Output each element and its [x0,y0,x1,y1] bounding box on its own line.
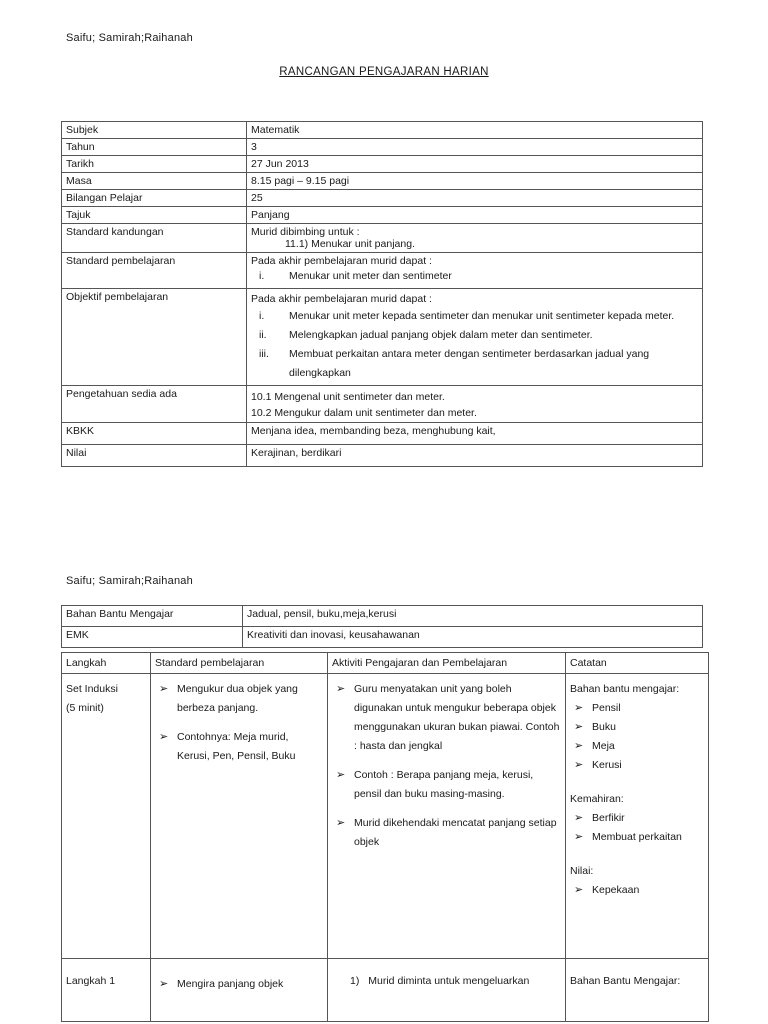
step-name: Langkah 1 [66,975,116,987]
arrow-bullet-icon: ➢ [336,817,346,829]
list-item: ➢ Murid dikehendaki mencatat panjang setiap objek [332,814,561,852]
table-row [62,122,703,139]
list-item [251,326,698,345]
list-text: Murid diminta untuk mengeluarkan [368,975,530,987]
list-number: ii. [259,329,267,341]
arrow-bullet-icon: ➢ [574,831,584,843]
catatan-label: Nilai: [570,865,594,877]
list-item: ➢ Contohnya: Meja murid, Kerusi, Pen, Pensil, Buku [155,728,323,766]
list-number: i. [259,310,265,322]
bahan-key: EMK [62,627,243,648]
info-value: Matematik [247,122,703,139]
sk-intro: Murid dibimbing untuk : [251,226,360,238]
info-key: Standard kandungan [62,224,247,253]
list-item: ➢ Berfikir [570,809,704,828]
list-text: Melengkapkan jadual panjang objek dalam meter dan sentimeter. [289,329,593,341]
aktiviti-cell [328,674,566,959]
info-value [247,386,703,423]
sp-cell [151,674,328,959]
table-row [62,959,709,1022]
info-key: KBKK [62,423,247,445]
info-key: Standard pembelajaran [62,253,247,289]
table-row [62,173,703,190]
arrow-bullet-icon: ➢ [159,978,169,990]
table-row [62,606,703,627]
info-value [247,224,703,253]
list-text: Menukar unit meter dan sentimeter [289,270,452,282]
info-value: 27 Jun 2013 [247,156,703,173]
arrow-bullet-icon: ➢ [336,683,346,695]
list-item [251,345,698,383]
pengetahuan-line: 10.1 Mengenal unit sentimeter dan meter. [251,391,445,403]
table-row [62,224,703,253]
arrow-bullet-icon: ➢ [574,702,584,714]
step-cell [62,674,151,959]
table-row [62,674,709,959]
info-key: Tahun [62,139,247,156]
catatan-label: Bahan bantu mengajar: [570,683,680,695]
info-value [247,289,703,386]
sp-intro: Pada akhir pembelajaran murid dapat : [251,255,432,267]
bahan-value: Kreativiti dan inovasi, keusahawanan [243,627,703,648]
lesson-info-table [61,121,703,467]
list-number: i. [259,270,265,282]
list-item [251,267,698,286]
step-cell [62,959,151,1022]
column-header: Langkah [62,653,151,674]
table-row [62,253,703,289]
list-item: ➢ Kepekaan [570,881,704,900]
table-row [62,423,703,445]
info-value: Kerajinan, berdikari [247,445,703,467]
list-text: Membuat perkaitan antara meter dengan sentimeter berdasarkan jadual yang dilengkapkan [289,348,650,379]
table-row [62,289,703,386]
lesson-steps-table [61,652,709,1022]
column-header: Aktiviti Pengajaran dan Pembelajaran [328,653,566,674]
info-value: 8.15 pagi – 9.15 pagi [247,173,703,190]
info-value: 25 [247,190,703,207]
author-header-page2: Saifu; Samirah;Raihanah [66,575,193,587]
info-key: Objektif pembelajaran [62,289,247,386]
arrow-bullet-icon: ➢ [159,731,169,743]
column-header: Catatan [566,653,709,674]
sk-item: 11.1) Menukar unit panjang. [285,238,415,250]
info-value: 3 [247,139,703,156]
info-key: Tajuk [62,207,247,224]
table-header-row [62,653,709,674]
bahan-key: Bahan Bantu Mengajar [62,606,243,627]
column-header: Standard pembelajaran [151,653,328,674]
arrow-bullet-icon: ➢ [574,740,584,752]
arrow-bullet-icon: ➢ [574,759,584,771]
catatan-label: Bahan Bantu Mengajar: [570,975,681,987]
pengetahuan-line: 10.2 Mengukur dalam unit sentimeter dan meter. [251,407,477,419]
bahan-value: Jadual, pensil, buku,meja,kerusi [243,606,703,627]
table-row [62,386,703,423]
list-number: 1) [350,975,360,987]
aktiviti-cell [328,959,566,1022]
list-item: ➢ Contoh : Berapa panjang meja, kerusi, pensil dan buku masing-masing. [332,766,561,804]
step-name: Set Induksi [66,683,118,695]
info-key: Subjek [62,122,247,139]
list-item: ➢ Mengira panjang objek [155,975,323,994]
list-item: ➢ Buku [570,718,704,737]
sp-cell [151,959,328,1022]
info-key: Tarikh [62,156,247,173]
arrow-bullet-icon: ➢ [574,812,584,824]
catatan-label: Kemahiran: [570,793,624,805]
list-item: ➢ Guru menyatakan unit yang boleh digunakan untuk mengukur beberapa objek menggunakan ukuran bukan piawai. Contoh : hasta dan jengkal [332,680,561,756]
info-key: Pengetahuan sedia ada [62,386,247,423]
list-item: ➢ Mengukur dua objek yang berbeza panjang. [155,680,323,718]
page-title: RANCANGAN PENGAJARAN HARIAN [279,66,489,78]
info-key: Nilai [62,445,247,467]
step-duration: (5 minit) [66,702,104,714]
list-item: ➢ Membuat perkaitan [570,828,704,847]
list-item: ➢ Kerusi [570,756,704,775]
table-row [62,190,703,207]
arrow-bullet-icon: ➢ [336,769,346,781]
bahan-table [61,605,703,648]
info-value: Menjana idea, membanding beza, menghubung kait, [247,423,703,445]
list-item: ➢ Pensil [570,699,704,718]
table-row [62,156,703,173]
arrow-bullet-icon: ➢ [574,884,584,896]
catatan-cell [566,674,709,959]
list-item: ➢ Meja [570,737,704,756]
list-number: iii. [259,348,269,360]
author-header: Saifu; Samirah;Raihanah [66,32,193,44]
arrow-bullet-icon: ➢ [574,721,584,733]
list-item [332,975,561,987]
info-value [247,253,703,289]
info-key: Bilangan Pelajar [62,190,247,207]
list-item [251,307,698,326]
info-key: Masa [62,173,247,190]
info-value: Panjang [247,207,703,224]
table-row [62,207,703,224]
list-text: Menukar unit meter kepada sentimeter dan menukar unit sentimeter kepada meter. [289,310,675,322]
table-row [62,627,703,648]
catatan-cell [566,959,709,1022]
arrow-bullet-icon: ➢ [159,683,169,695]
table-row [62,445,703,467]
obj-intro: Pada akhir pembelajaran murid dapat : [251,293,432,305]
table-row [62,139,703,156]
